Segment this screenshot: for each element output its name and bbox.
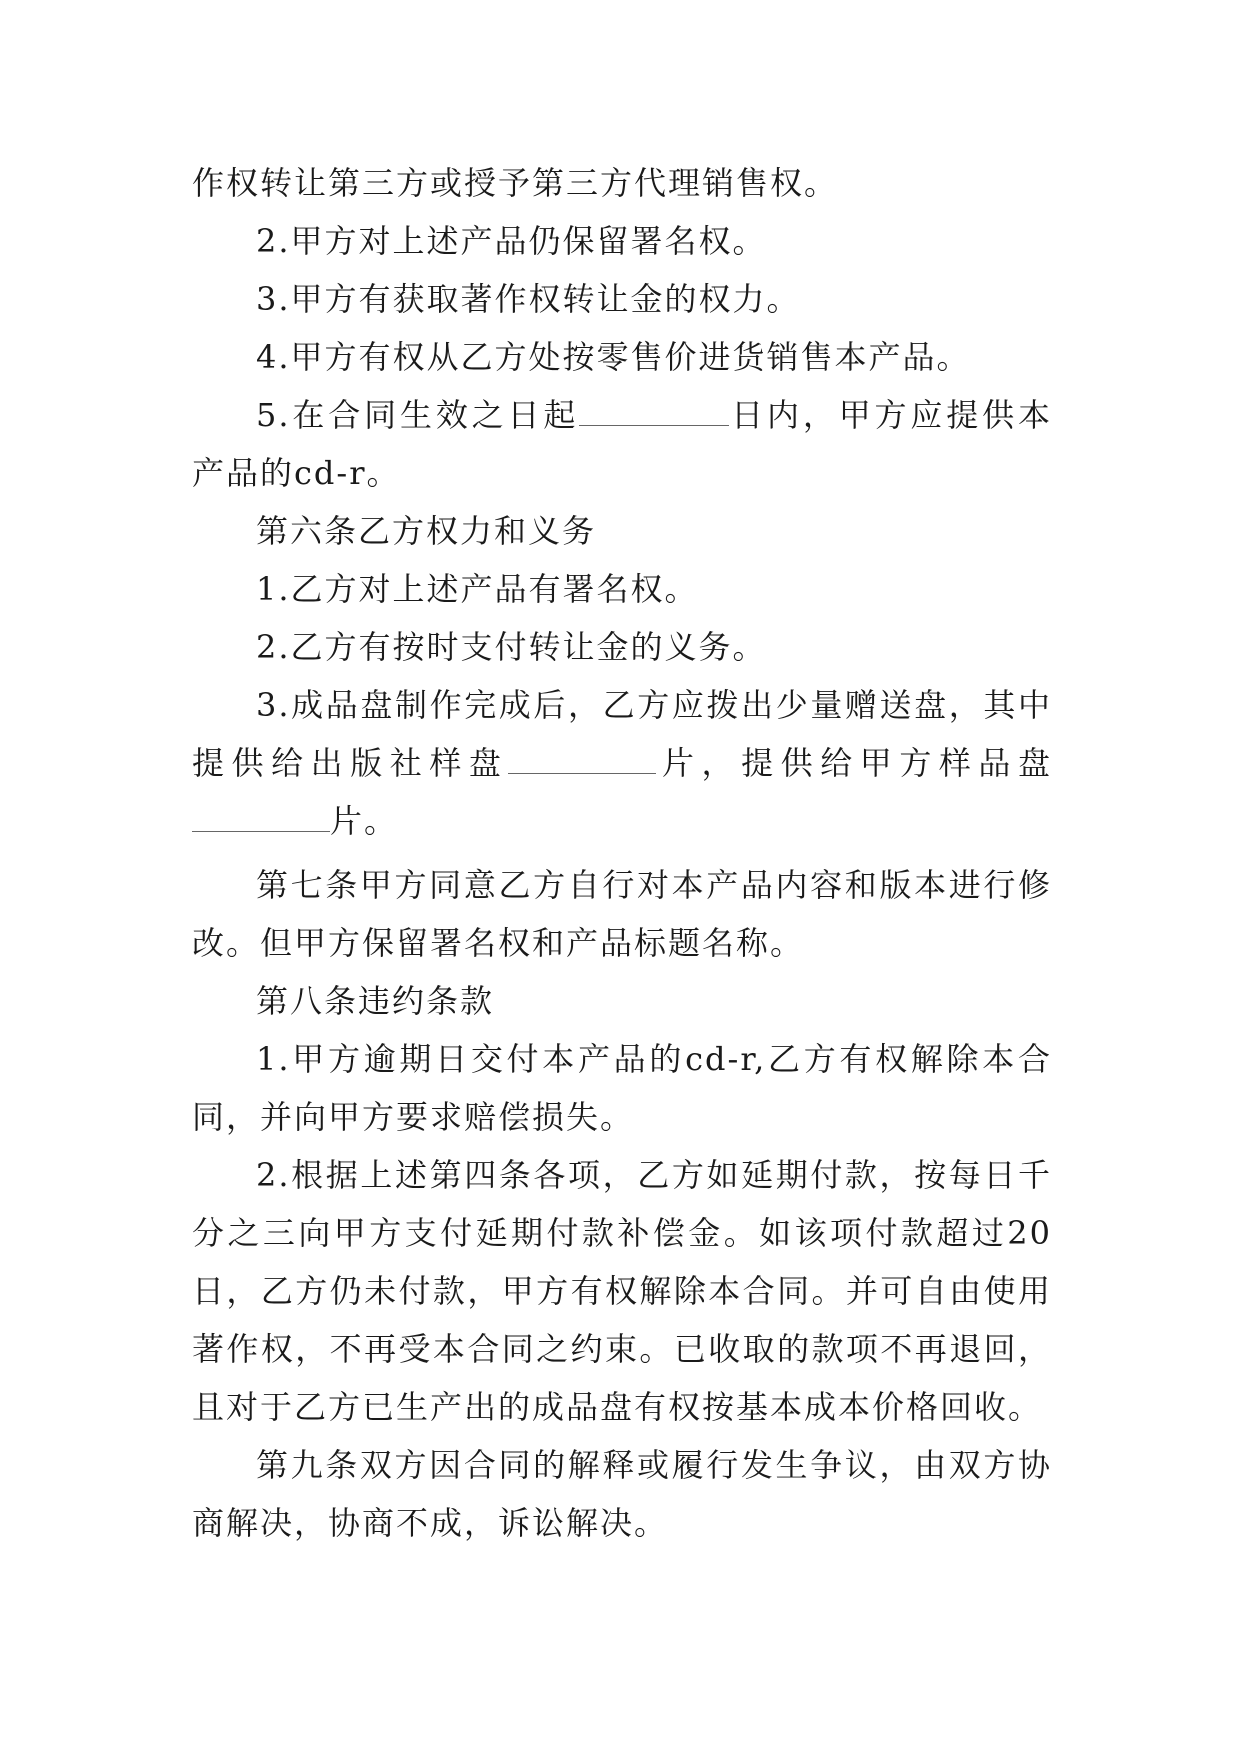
paragraph-clause-5-2: 2.甲方对上述产品仍保留署名权。 bbox=[256, 222, 767, 260]
section-6-title: 第六条乙方权力和义务 bbox=[256, 512, 597, 550]
fill-blank-publisher-samples[interactable] bbox=[508, 745, 656, 774]
clause-5-5-text-after: 日内，甲方应提供本产品的cd-r。 bbox=[192, 396, 1052, 492]
fill-blank-party-a-samples[interactable] bbox=[192, 803, 330, 832]
clause-6-3-part3: 片。 bbox=[330, 802, 399, 840]
paragraph-clause-5-5 bbox=[192, 386, 1052, 502]
paragraph-clause-6-2: 2.乙方有按时支付转让金的义务。 bbox=[256, 628, 767, 666]
section-8-title: 第八条违约条款 bbox=[256, 982, 495, 1020]
paragraph-clause-5-4: 4.甲方有权从乙方处按零售价进货销售本产品。 bbox=[256, 338, 971, 376]
clause-6-3-part1: 3.成品盘制作完成后，乙方应拨出少量赠送盘，其中提供给出版社样盘 bbox=[192, 686, 1052, 782]
fill-blank-days[interactable] bbox=[579, 397, 729, 426]
paragraph-clause-6-1: 1.乙方对上述产品有署名权。 bbox=[256, 570, 699, 608]
section-9: 第九条双方因合同的解释或履行发生争议，由双方协商解决，协商不成，诉讼解决。 bbox=[192, 1446, 1052, 1542]
section-7: 第七条甲方同意乙方自行对本产品内容和版本进行修改。但甲方保留署名权和产品标题名称。 bbox=[192, 866, 1052, 962]
clause-6-3-part2: 片，提供给甲方样品盘 bbox=[656, 744, 1052, 782]
paragraph-clause-6-3 bbox=[192, 676, 1052, 850]
clause-5-5-text-before: 5.在合同生效之日起 bbox=[256, 396, 580, 434]
paragraph-clause-8-1: 1.甲方逾期日交付本产品的cd-r,乙方有权解除本合同，并向甲方要求赔偿损失。 bbox=[192, 1040, 1052, 1136]
document-body bbox=[192, 154, 1052, 1552]
paragraph-clause-8-2: 2.根据上述第四条各项，乙方如延期付款，按每日千分之三向甲方支付延期付款补偿金。如该项付款超过20日，乙方仍未付款，甲方有权解除本合同。并可自由使用著作权，不再受本合同之约束。已收取的款项不再退回，且对于乙方已生产出的成品盘有权按基本成本价格回收。 bbox=[192, 1156, 1052, 1426]
paragraph-clause-5-3: 3.甲方有获取著作权转让金的权力。 bbox=[256, 280, 801, 318]
paragraph-continuation: 作权转让第三方或授予第三方代理销售权。 bbox=[192, 164, 839, 202]
